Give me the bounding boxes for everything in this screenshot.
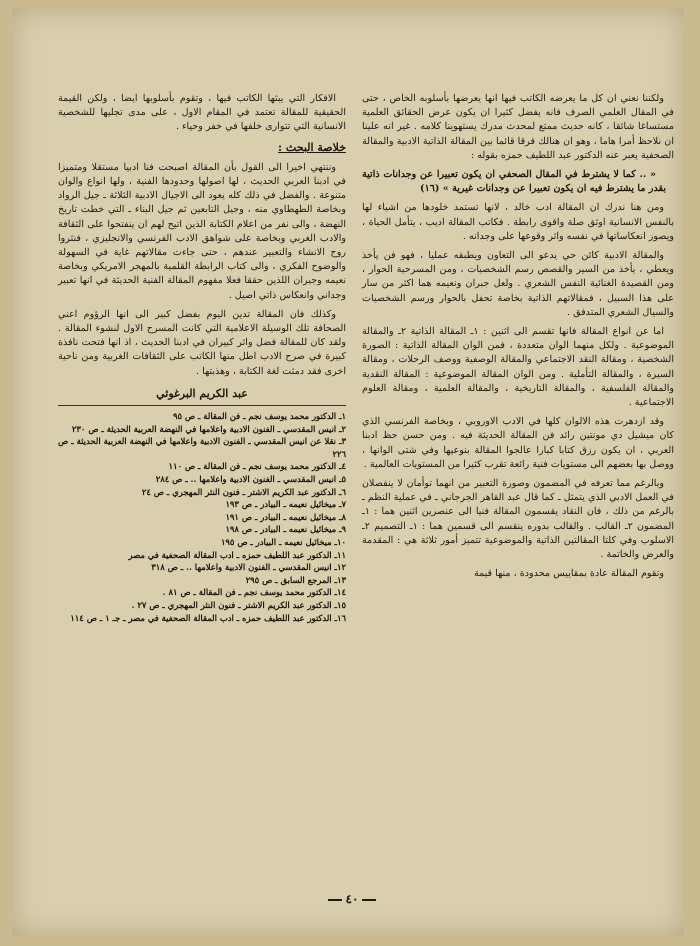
magazine-page [12,8,684,936]
reference-item: ١٢ـ انيس المقدسي ـ الفنون الادبية واعلامها .. ـ ص ٣١٨ [151,562,346,573]
paragraph: وكذلك فان المقالة تدين اليوم بفضل كبير الى انها الرؤوم اعني الصحافة تلك الوسيلة الاعلامية التي كانت المسرح الاول لنشوء المقالة . ولقد كان للمقالة فضل واثر كبيران في ادبنا الحديث ، اذ انها فتحت نافذة كبيرة في صرح الادب اطل منها الكاتب على الثقافات الغربية ومن ناحية اخرى فقد دمثت لغة الكتابة ، وهذبتها . [58,308,346,377]
reference-item: ٩ـ ميخائيل نعيمه ـ البيادر ـ ص ١٩٨ [225,524,346,535]
right-column [362,92,674,587]
paragraph: وننتهي اخيرا الى القول بأن المقالة اصبحت فنا ادبيا مستقلا ومتميزا في ادبنا العربي الحديث ، لها اصولها وحدودها الفنية ، ولها انواع والوان متنوعة . والفضل في ذلك كله يعود الى الاجيال الادبية الثلاثة ـ جيل الرواد وبخاصة الطهطاوي منه ، وجيل التابعين ثم جيل البناء ـ التي خطت تاريخ النهضة ، والى نفر من اعلام الكتابة الذين اتيح لهم ان ينفتحوا على الثقافة والادب الغربي وبخاصة على شواهق الادب الفرنسي والانجليزي ، فنثروا روح الانشاء والتعبير عندهم ، حتى جاءت مقالاتهم غاية في السهولة والوضوح الفكري ، والى كتاب الرابطة القلمية بالمهجر الامريكي وبخاصة نعيمه وجبران اللذين حققا فعلا مفهوم المقالة الفنية الحديثة في انها تعبير وجداني وانعكاس ذاتي اصيل . [58,161,346,301]
page-number [312,892,392,906]
paragraph: وبالرغم مما تعرفه في المضمون وصورة التعبير من انهما توأمان لا ينفصلان في العمل الادبي الذي يتمثل ـ كما قال عبد القاهر الجرجاني ـ في عملية النظم ـ بالرغم من ذلك ، فان النقاد يقسمون المقالة فنيا الى عنصرين اثنين هما : ١ـ المضمون ٢ـ القالب . والقالب بدوره ينقسم الى قسمين هما : ١ـ التصميم ٢ـ الاسلوب وفي كلتا المقالتين الذاتية والموضوعية تتميز أمور ثلاثة هي : المقدمة والعرض والخاتمة . [362,478,674,561]
paragraph: وقد ازدهرت هذه الالوان كلها في الادب الاوروبي ، وبخاصة الفرنسي الذي كان ميشيل دي مونتين رائد فن المقالة الحديثة فيه . ومن حسن حظ ادبنا العربي ، ان يكون رزق كتابا كبارا عالجوا المقالة بنوعيها وفي شتى الوانها ، ووصل بها بعضهم الى مستويات فنية رائعة تقرب كثيرا من المستويات العالمية . [362,416,674,470]
reference-item: ٦ـ الدكتور عبد الكريم الاشتر ـ فنون النثر المهجري ـ ص ٢٤ [141,486,346,497]
reference-item: ٣ـ نقلا عن انيس المقدسي ـ الفنون الادبية واعلامها في النهضة العربية الحديثة ـ ص ٢٢٦ [58,436,346,459]
section-heading: خلاصة البحث : [278,140,346,154]
reference-item: ١٣ـ المرجع السابق ـ ص ٢٩٥ [245,574,346,585]
reference-item: ١٦ـ الدكتور عبد اللطيف حمزه ـ ادب المقالة الصحفية في مصر ـ جـ ١ ـ ص ١١٤ [70,612,346,623]
reference-item: ١٠ـ ميخائيل نعيمه ـ البيادر ـ ص ١٩٥ [220,537,346,547]
paragraph: اما عن انواع المقالة فانها تقسم الى اثنين : ١ـ المقالة الذاتية ٢ـ والمقالة الموضوعية . ولكل منهما الوان متعددة ، فمن الوان المقالة الذاتية : الصورة الشخصية ، ومقالة النقد الاجتماعي والمقالة الوصفية ووصف الرحلات ، ومقالة السيرة ، والمقالة التأملية . ومن الوان المقالة الموضوعية : المقالة النقدية والمقالة الفلسفية ، والمقالة التاريخية ، والمقالة العلمية ، ومقالة العلوم الاجتماعية . [362,326,674,409]
page-number-text: ٤٠ [345,892,359,906]
reference-item: ٢ـ انيس المقدسي ـ الفنون الادبية واعلامها في النهضة العربية الحديثة ـ ص ٢٣٠ [71,423,346,434]
paragraph: الافكار التي يبثها الكاتب فيها ، وتقوم بأسلوبها ايضا ، ولكن القيمة الحقيقية للمقالة تعتمد في المقام الاول ، على مدى تجليها للشخصية الانسانية التي تتوارى خلفها في خفر وحياء . [58,93,346,133]
reference-item: ١١ـ الدكتور عبد اللطيف حمزه ـ ادب المقالة الصحفية في مصر [128,549,346,560]
left-column [58,92,346,624]
reference-item: ١٤ـ الدكتور محمد يوسف نجم ـ فن المقالة ـ ص ٨١ . [162,587,346,598]
reference-item: ٤ـ الدكتور محمد يوسف نجم ـ فن المقالة ـ ص ١١٠ [168,461,346,472]
reference-item: ١ـ الدكتور محمد يوسف نجم ـ فن المقالة ـ ص ٩٥ [172,411,346,422]
dash-ornament [362,899,376,901]
references-list [58,410,346,624]
paragraph: ومن هنا ندرك ان المقالة ادب خالد ، لانها تستمد خلودها من اشياء لها بالنفس الانسانية اوثق صلة واقوى رابطة . فكاتب المقالة اديب ، يتأمل الحياة ، ويصور انعكاساتها في نفسه واثر وقوعها على وجدانه . [362,202,674,242]
paragraph: ولكننا نعني ان كل ما يعرضه الكاتب فيها انها يعرضها بأسلوبه الخاص ، حتى في المقال العلمي الصرف فانه يفضل كثيرا ان يكون عرض الحقائق العلمية مستساغا شائقا ، كانه حديث ممتع لمحدث مدرك يستهوينا كلامه . غير انه علينا ان نلاحظ أمرا هاما ، وهو ان هنالك فرقا قائما بين المقالة الذاتية الادبية والمقالة الصحفية يعبر عنه الدكتور عبد اللطيف حمزه بقوله : [362,93,674,161]
reference-item: ١٥ـ الدكتور عبد الكريم الاشتر ـ فنون النثر المهجري ـ ص ٢٧ . [131,599,346,610]
quotation: « .. كما لا يشترط في المقال الصحفي ان يكون تعبيرا عن وجدانات ذاتية بقدر ما يشترط فيه ان يكون تعبيرا عن وجدانات غيرية » (١٦) [362,169,666,195]
reference-item: ٨ـ ميخائيل نعيمه ـ البيادر ـ ص ١٩١ [225,511,346,522]
paragraph: والمقالة الادبية كائن حي يدعو الى التعاون ويطبقه عمليا ، فهو فن يأخذ ويعطي ، يأخذ من السير والقصص رسم الشخصيات ، ومن المسرحية الحوار ، ومن القصيدة الغنائية النفس الشعري . ولعل جبران ونعيمه هما اكثر من سار على هذا السبيل ، فمقالاتهم الذاتية بخاصة تحفل بالحوار ورسم الشخصيات والسيال الشعري المتدفق . [362,250,674,318]
reference-item: ٥ـ انيس المقدسي ـ الفنون الادبية واعلامها .. ـ ص ٢٨٤ [155,474,346,485]
author-signature: عبد الكريم البرغوثي [58,387,346,406]
dash-ornament [328,899,342,901]
reference-item: ٧ـ ميخائيل نعيمه ـ البيادر ـ ص ١٩٣ [225,499,346,510]
paragraph: وتقوم المقالة عادة بمقاييس محدودة ، منها قيمة [473,568,664,580]
